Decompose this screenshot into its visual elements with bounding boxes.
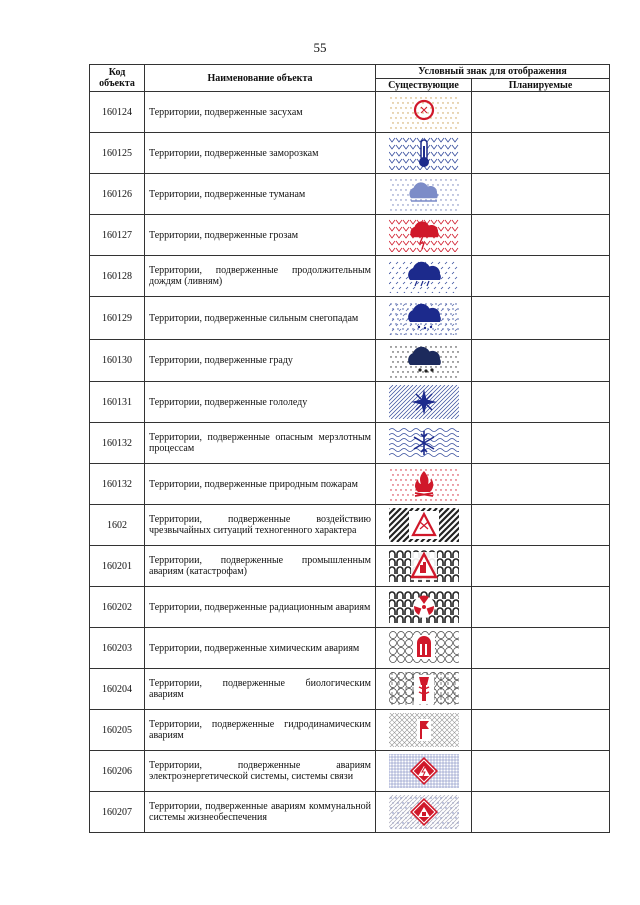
object-code: 160130 — [90, 340, 145, 382]
hydrodynamic-flag-icon — [389, 713, 459, 747]
existing-symbol-cell — [376, 340, 472, 382]
table-row — [90, 505, 610, 546]
biological-accident-icon — [389, 672, 459, 706]
hail-cloud-icon — [389, 344, 459, 378]
frost-thermometer-icon — [389, 136, 459, 170]
header-name: Наименование объекта — [145, 65, 376, 92]
planned-symbol-cell — [472, 464, 610, 505]
object-code: 160124 — [90, 92, 145, 133]
radiation-icon — [389, 590, 459, 624]
object-name: Территории, подверженные промышленным авариям (катастрофам) — [145, 546, 376, 587]
table-row — [90, 710, 610, 751]
existing-symbol-cell — [376, 297, 472, 340]
object-name: Территории, подверженные грозам — [145, 215, 376, 256]
planned-symbol-cell — [472, 382, 610, 423]
object-code: 160132 — [90, 423, 145, 464]
fog-cloud-icon — [389, 177, 459, 211]
existing-symbol-cell — [376, 92, 472, 133]
object-code: 160126 — [90, 174, 145, 215]
planned-symbol-cell — [472, 340, 610, 382]
table-row — [90, 546, 610, 587]
existing-symbol-cell — [376, 382, 472, 423]
object-name: Территории, подверженные авариям коммунальной системы жизнеобеспечения — [145, 792, 376, 833]
object-name: Территории, подверженные сильным снегопадам — [145, 297, 376, 340]
object-code: 160207 — [90, 792, 145, 833]
existing-symbol-cell — [376, 587, 472, 628]
existing-symbol-cell — [376, 505, 472, 546]
legend-table — [89, 64, 610, 833]
planned-symbol-cell — [472, 710, 610, 751]
header-code: Код объекта — [90, 65, 145, 92]
object-name: Территории, подверженные гидродинамическим авариям — [145, 710, 376, 751]
technogenic-warning-icon — [389, 508, 459, 542]
existing-symbol-cell — [376, 133, 472, 174]
table-row — [90, 792, 610, 833]
table-row — [90, 174, 610, 215]
existing-symbol-cell — [376, 464, 472, 505]
object-name: Территории, подверженные природным пожарам — [145, 464, 376, 505]
object-name: Территории, подверженные опасным мерзлотным процессам — [145, 423, 376, 464]
table-row — [90, 297, 610, 340]
object-code: 160206 — [90, 751, 145, 792]
object-code: 160127 — [90, 215, 145, 256]
object-name: Территории, подверженные засухам — [145, 92, 376, 133]
table-row — [90, 382, 610, 423]
object-code: 160125 — [90, 133, 145, 174]
snowflake-icon — [389, 426, 459, 460]
object-name: Территории, подверженные туманам — [145, 174, 376, 215]
snow-cloud-icon — [389, 301, 459, 335]
object-name: Территории, подверженные воздействию чрезвычайных ситуаций техногенного характера — [145, 505, 376, 546]
existing-symbol-cell — [376, 423, 472, 464]
header-existing: Существующие — [376, 79, 472, 92]
table-row — [90, 133, 610, 174]
industrial-accident-icon — [389, 549, 459, 583]
object-name: Территории, подверженные авариям электроэнергетической системы, системы связи — [145, 751, 376, 792]
object-name: Территории, подверженные граду — [145, 340, 376, 382]
utility-system-accident-icon — [389, 795, 459, 829]
chemical-accident-icon — [389, 631, 459, 665]
object-code: 160201 — [90, 546, 145, 587]
object-name: Территории, подверженные заморозкам — [145, 133, 376, 174]
planned-symbol-cell — [472, 256, 610, 297]
planned-symbol-cell — [472, 174, 610, 215]
planned-symbol-cell — [472, 669, 610, 710]
planned-symbol-cell — [472, 546, 610, 587]
planned-symbol-cell — [472, 628, 610, 669]
rain-cloud-icon — [389, 259, 459, 293]
table-row — [90, 256, 610, 297]
header-planned: Планируемые — [472, 79, 610, 92]
table-row — [90, 587, 610, 628]
drought-sign-icon — [389, 95, 459, 129]
table-row — [90, 628, 610, 669]
thunderstorm-cloud-icon — [389, 218, 459, 252]
fire-icon — [389, 467, 459, 501]
planned-symbol-cell — [472, 751, 610, 792]
object-name: Территории, подверженные продолжительным дождям (ливням) — [145, 256, 376, 297]
existing-symbol-cell — [376, 256, 472, 297]
existing-symbol-cell — [376, 751, 472, 792]
planned-symbol-cell — [472, 505, 610, 546]
object-code: 160128 — [90, 256, 145, 297]
header-symbol: Условный знак для отображения — [376, 65, 610, 79]
object-code: 160131 — [90, 382, 145, 423]
power-system-accident-icon — [389, 754, 459, 788]
table-row — [90, 215, 610, 256]
table-row — [90, 669, 610, 710]
planned-symbol-cell — [472, 92, 610, 133]
object-code: 160203 — [90, 628, 145, 669]
planned-symbol-cell — [472, 215, 610, 256]
existing-symbol-cell — [376, 792, 472, 833]
object-code: 160205 — [90, 710, 145, 751]
planned-symbol-cell — [472, 297, 610, 340]
ice-star-icon — [389, 385, 459, 419]
object-name: Территории, подверженные биологическим авариям — [145, 669, 376, 710]
planned-symbol-cell — [472, 792, 610, 833]
table-row — [90, 751, 610, 792]
table-row — [90, 340, 610, 382]
planned-symbol-cell — [472, 587, 610, 628]
existing-symbol-cell — [376, 669, 472, 710]
object-code: 160129 — [90, 297, 145, 340]
object-name: Территории, подверженные гололеду — [145, 382, 376, 423]
object-code: 1602 — [90, 505, 145, 546]
existing-symbol-cell — [376, 546, 472, 587]
planned-symbol-cell — [472, 423, 610, 464]
object-code: 160204 — [90, 669, 145, 710]
existing-symbol-cell — [376, 174, 472, 215]
page-number: 55 — [313, 40, 327, 55]
planned-symbol-cell — [472, 133, 610, 174]
existing-symbol-cell — [376, 710, 472, 751]
object-name: Территории, подверженные химическим авариям — [145, 628, 376, 669]
table-row — [90, 92, 610, 133]
existing-symbol-cell — [376, 628, 472, 669]
table-row — [90, 464, 610, 505]
table-row — [90, 423, 610, 464]
existing-symbol-cell — [376, 215, 472, 256]
object-name: Территории, подверженные радиационным авариям — [145, 587, 376, 628]
object-code: 160132 — [90, 464, 145, 505]
object-code: 160202 — [90, 587, 145, 628]
